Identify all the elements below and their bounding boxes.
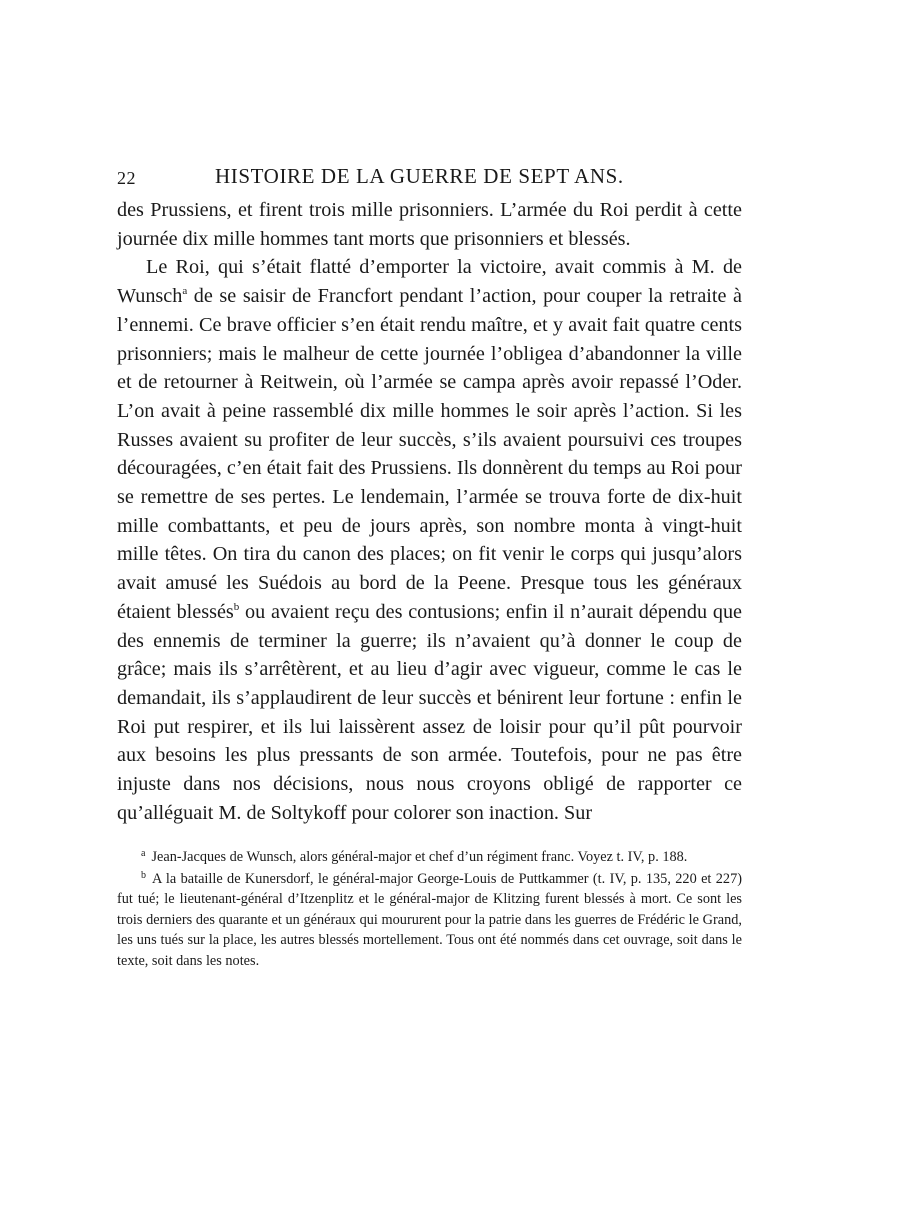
- paragraph-2-part-3: ou avaient reçu des contusions; enfin il n’aurait dépendu que des ennemis de terminer la guerre; ils n’avaient qu’à donner le coup de grâce; mais ils s’arrêtèrent, et au lieu d’agir avec vigueur, comme le cas le demandait, ils s’applaudirent de leur succès et bénirent leur fortune : enfin le Roi put respirer, et ils lui laissèrent assez de loisir pour qu’il pût pourvoir aux besoins les plus pressants de son armée. Toutefois, pour ne pas être injuste dans nos décisions, nous nous croyons obligé de rapporter ce qu’alléguait M. de Soltykoff pour colorer son inaction. Sur: [117, 600, 742, 824]
- main-text: [117, 196, 742, 827]
- footnote-a: [117, 847, 742, 868]
- paragraph-2: [117, 253, 742, 827]
- paragraph-2-part-2: de se saisir de Francfort pendant l’action, pour couper la retraite à l’ennemi. Ce brave officier s’en était rendu maître, et y avait fait quatre cents prisonniers; mais le malheur de cette journée l’obligea d’abandonner la ville et de retourner à Reitwein, où l’armée se campa après avoir repassé l’Oder. L’on avait à peine rassemblé dix mille hommes le soir après l’action. Si les Russes avaient su profiter de leur succès, s’ils avaient poursuivi ces troupes découragées, c’en était fait des Prussiens. Ils donnèrent du temps au Roi pour se remettre de ses pertes. Le lendemain, l’armée se trouva forte de dix-huit mille combattants, et peu de jours après, son nombre monta à vingt-huit mille têtes. On tira du canon des places; on fit venir le corps qui jusqu’alors avait amusé les Suédois au bord de la Peene. Presque tous les généraux étaient blessés: [117, 285, 742, 623]
- footnote-mark-b: b: [141, 869, 146, 881]
- footnote-ref-a: a: [182, 285, 188, 298]
- running-title: HISTOIRE DE LA GUERRE DE SEPT ANS.: [215, 164, 624, 188]
- paragraph-1: des Prussiens, et firent trois mille prisonniers. L’armée du Roi perdit à cette journée dix mille hommes tant morts que prisonniers et blessés.: [117, 199, 742, 250]
- footnote-ref-b: b: [233, 600, 240, 613]
- page-header: [117, 160, 742, 196]
- footnote-text-b: A la bataille de Kunersdorf, le général-major George-Louis de Puttkammer (t. IV, p. 135, 220 et 227) fut tué; le lieutenant-général d’Itzenplitz et le général-major de Klitzing furent blessés à mort. Ce sont les trois derniers des quarante et un généraux qui moururent pour la patrie dans les guerres de Frédéric le Grand, les uns tués sur la place, les autres blessés mortellement. Tous ont été nommés dans cet ouvrage, soit dans le texte, soit dans les notes.: [117, 870, 742, 969]
- footnote-mark-a: a: [141, 848, 146, 860]
- footnotes: [117, 847, 742, 971]
- book-page: [117, 160, 742, 972]
- footnote-b: [117, 869, 742, 972]
- page-number: 22: [117, 168, 136, 188]
- paragraph-2-part-1: Le Roi, qui s’était flatté d’emporter la victoire, avait commis à M. de Wunsch: [117, 256, 742, 308]
- footnote-text-a: Jean-Jacques de Wunsch, alors général-major et chef d’un régiment franc. Voyez t. IV, p. 188.: [151, 849, 688, 866]
